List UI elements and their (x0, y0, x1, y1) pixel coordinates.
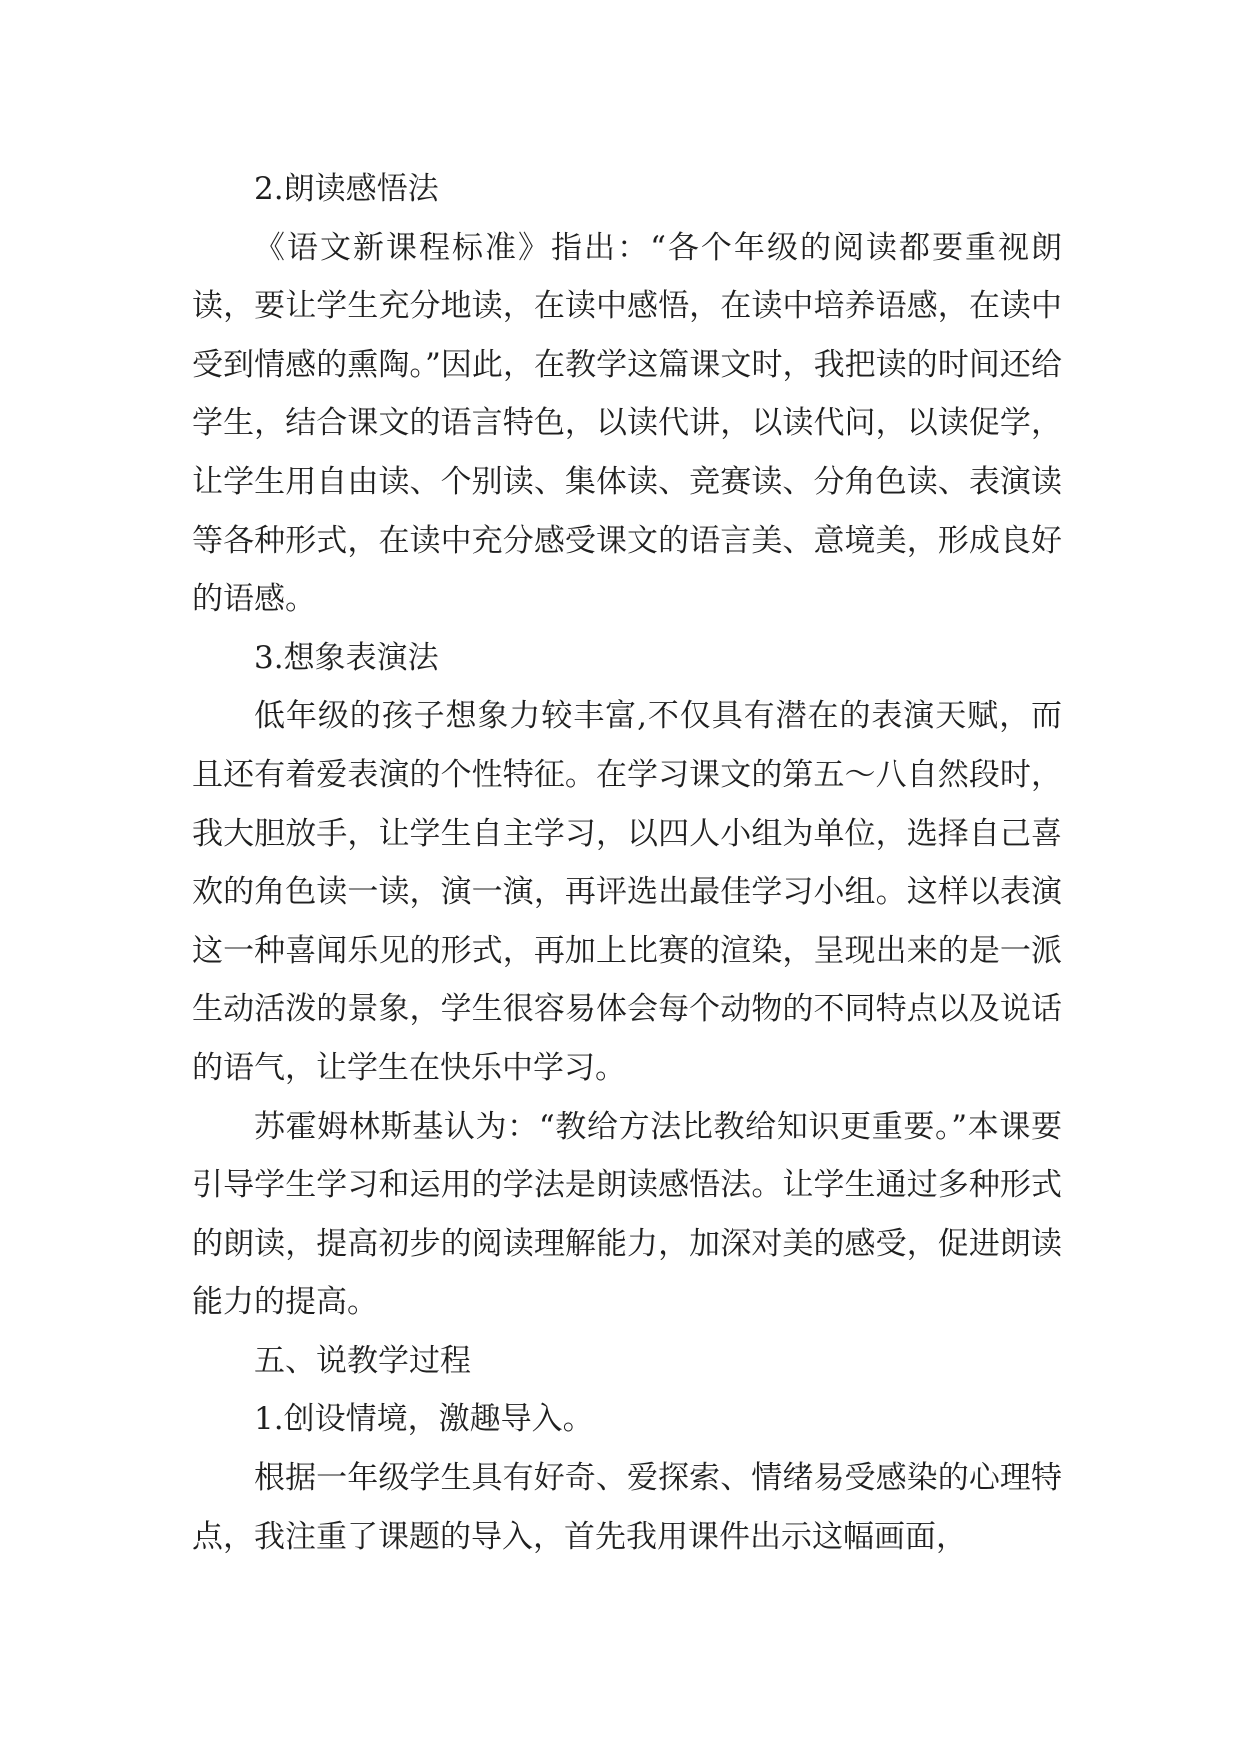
document-body (192, 160, 1062, 1566)
paragraph-imagination-method: 低年级的孩子想象力较丰富,不仅具有潜在的表演天赋，而且还有着爱表演的个性特征。在学习课文的第五～八自然段时，我大胆放手，让学生自主学习，以四人小组为单位，选择自己喜欢的角色读一读，演一演，再评选出最佳学习小组。这样以表演这一种喜闻乐见的形式，再加上比赛的渲染，呈现出来的是一派生动活泼的景象，学生很容易体会每个动物的不同特点以及说话的语气，让学生在快乐中学习。 (192, 698, 1062, 1086)
paragraph-sukhomlinsky: 苏霍姆林斯基认为：“教给方法比教给知识更重要。”本课要引导学生学习和运用的学法是朗读感悟法。让学生通过多种形式的朗读，提高初步的阅读理解能力，加深对美的感受，促进朗读能力的提高。 (192, 1108, 1062, 1321)
paragraph-reading-method: 《语文新课程标准》指出：“各个年级的阅读都要重视朗读，要让学生充分地读，在读中感悟，在读中培养语感，在读中受到情感的熏陶。”因此，在教学这篇课文时，我把读的时间还给学生，结合课文的语言特色，以读代讲，以读代问，以读促学，让学生用自由读、个别读、集体读、竞赛读、分角色读、表演读等各种形式，在读中充分感受课文的语言美、意境美，形成良好的语感。 (192, 229, 1062, 618)
paragraph-create-situation: 根据一年级学生具有好奇、爱探索、情绪易受感染的心理特点，我注重了课题的导入，首先我用课件出示这幅画面， (192, 1460, 1062, 1555)
heading-create-situation: 1.创设情境，激趣导入。 (254, 1401, 594, 1438)
heading-teaching-process: 五、说教学过程 (254, 1342, 471, 1379)
heading-reading-method: 2.朗读感悟法 (254, 171, 439, 207)
heading-imagination-method: 3.想象表演法 (254, 639, 439, 676)
